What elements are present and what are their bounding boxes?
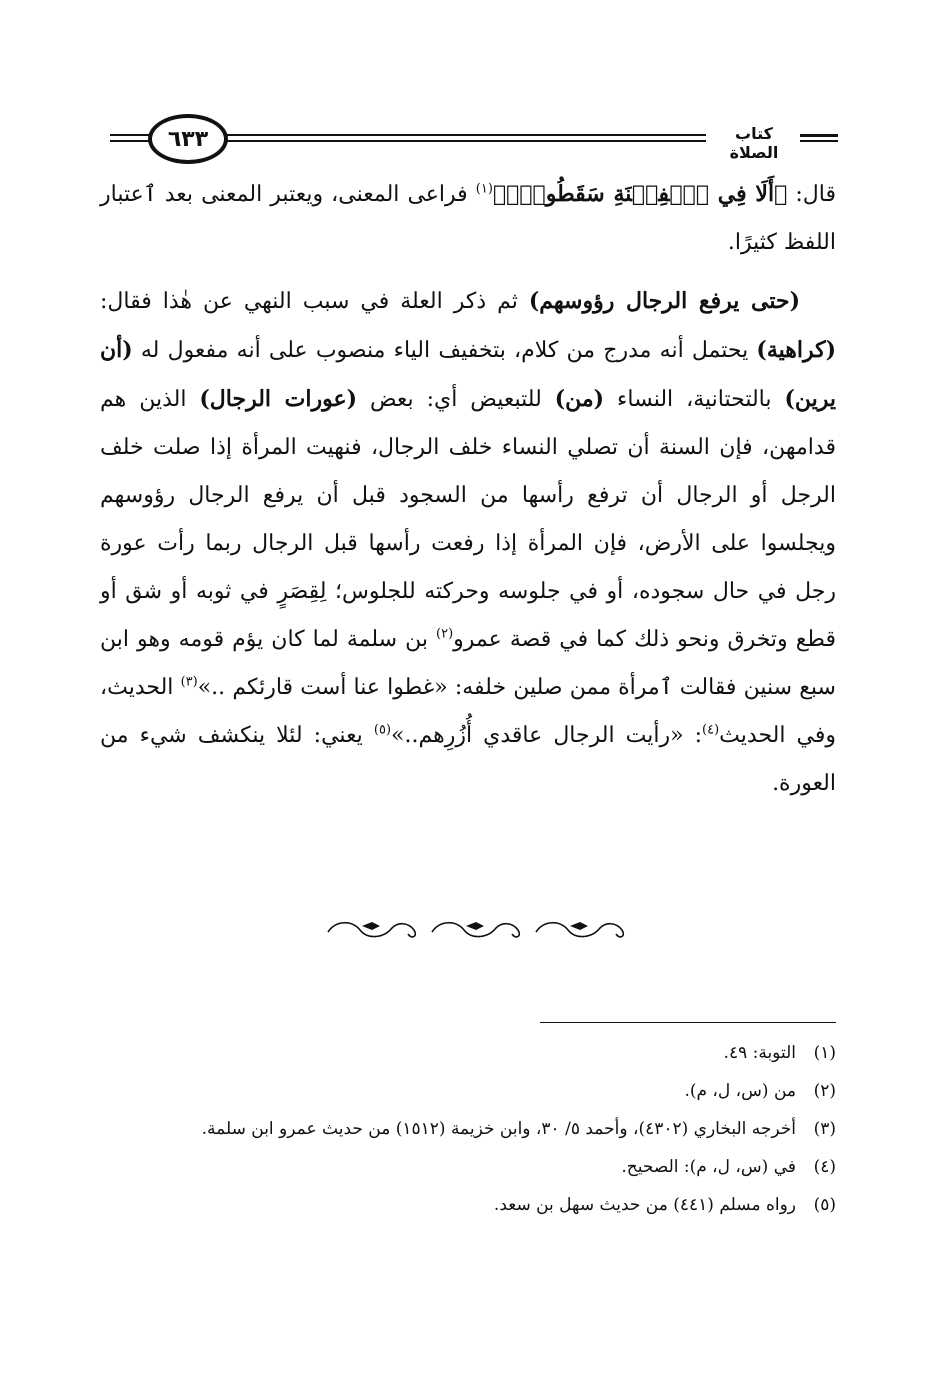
- text-run: ثم ذكر العلة في سبب النهي عن هٰذا فقال:: [100, 289, 529, 314]
- footnote-ref-4[interactable]: (٤): [702, 722, 720, 738]
- running-title: كتاب الصلاة: [729, 124, 779, 162]
- footnote: [100, 1036, 836, 1070]
- page-number: ٦٣٣: [167, 126, 209, 152]
- text-run: للتبعيض أي: بعض: [357, 387, 555, 412]
- footnote-text: التوبة: ٤٩.: [723, 1043, 796, 1063]
- footnote-text: من (س، ل، م).: [684, 1081, 796, 1101]
- header-rule: [800, 134, 838, 137]
- footnote-ref-3[interactable]: (٣): [180, 674, 198, 690]
- text-run: يعني: لئلا ينكشف شيء من العورة.: [100, 723, 836, 796]
- header-rule: [226, 134, 706, 136]
- footnote-text: رواه مسلم (٤٤١) من حديث سهل بن سعد.: [493, 1195, 796, 1215]
- text-run: فراعى المعنى، ويعتبر المعنى بعد ٱعتبار اللفظ كثيرًا.: [100, 182, 836, 255]
- page-header: [110, 110, 838, 170]
- main-text: [100, 170, 836, 808]
- bold-quote: (كراهية): [756, 337, 836, 363]
- footnote-number: (٥): [813, 1195, 836, 1215]
- footnote-separator: [540, 1022, 836, 1023]
- text-run: الحديث، وفي الحديث: [100, 675, 837, 748]
- header-rule: [110, 134, 150, 136]
- footnote-text: أخرجه البخاري (٤٣٠٢)، وأحمد ٥/ ٣٠، وابن خزيمة (١٥١٢) من حديث عمرو ابن سلمة.: [201, 1119, 796, 1139]
- bold-quote: (أن يرين): [100, 337, 836, 412]
- footnote-ref-5[interactable]: (٥): [373, 722, 392, 738]
- footnote: [100, 1074, 836, 1108]
- footnotes: [100, 1036, 836, 1226]
- header-rule: [800, 140, 838, 142]
- footnote: [100, 1150, 836, 1184]
- footnote-number: (١): [813, 1043, 836, 1063]
- paragraph-2: [100, 277, 836, 808]
- text-run: بن سلمة لما كان يؤم قومه وهو ابن سبع سنين فقالت ٱمرأة ممن صلين خلفه: «غطوا عنا أست قارئكم ..»: [100, 627, 836, 700]
- header-rule: [110, 140, 150, 142]
- quran-verse: ﴿أَلَا فِي ٱلۡفِتۡنَةِ سَقَطُواْۗ﴾: [492, 181, 788, 207]
- text-run: يحتمل أنه مدرج من كلام، بتخفيف الياء منصوب على أنه مفعول له: [132, 338, 757, 363]
- header-rule: [226, 140, 706, 142]
- footnote-text: في (س، ل، م): الصحيح.: [621, 1157, 796, 1177]
- footnote-number: (٣): [813, 1119, 836, 1139]
- footnote-number: (٤): [813, 1157, 836, 1177]
- bold-quote: (حتى يرفع الرجال رؤوسهم): [528, 288, 800, 314]
- footnote-number: (٢): [813, 1081, 836, 1101]
- text-run: قال:: [787, 182, 836, 207]
- page-number-frame: [148, 114, 228, 164]
- ornament-divider: [322, 914, 634, 944]
- bold-quote: (عورات الرجال): [199, 386, 358, 412]
- text-run: بالتحتانية، النساء: [604, 387, 785, 412]
- bold-quote: (من): [554, 386, 605, 412]
- paragraph-1: [100, 170, 836, 267]
- text-run: الذين هم قدامهن، فإن السنة أن تصلي النساء خلف الرجال، فنهيت المرأة إذا صلت خلف الرجل أو الرجال أن ترفع رأسها من السجود قبل أن يرفع الرجال رؤوسهم ويجلسوا على الأرض، فإن المرأة إذا رفعت رأسها قبل الرجال ربما رأت عورة رجل في حال سجوده، أو في جلوسه وحركته للجلوس؛ لِقِصَرٍ في ثوبه أو شق أو قطع وتخرق ونحو ذلك كما في قصة عمرو: [100, 387, 836, 652]
- footnote-ref-1[interactable]: (١): [475, 181, 493, 197]
- footnote-ref-2[interactable]: (٢): [436, 626, 454, 642]
- text-run: : «رأيت الرجال عاقدي أُزُرِهم..»: [391, 723, 703, 748]
- footnote: [100, 1188, 836, 1222]
- footnote: [100, 1112, 836, 1146]
